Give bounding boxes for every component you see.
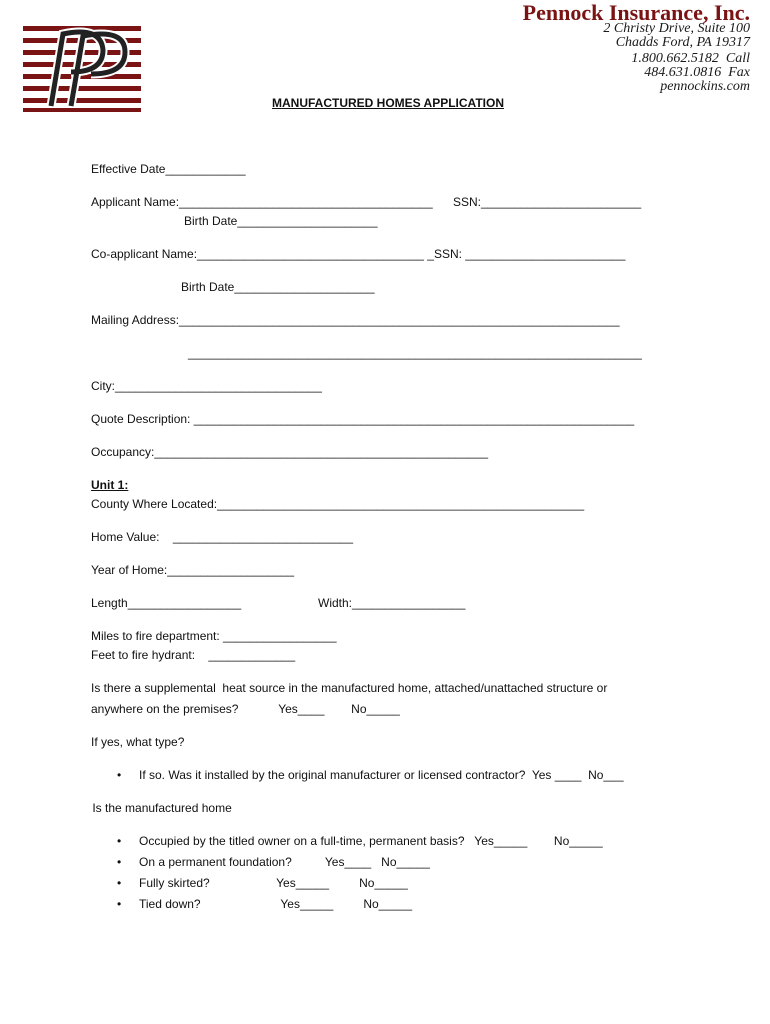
applicant-name-field[interactable]: Applicant Name:______________________________________ [91, 195, 433, 209]
mailing-address-field[interactable]: Mailing Address:__________________________________________________________________ [91, 313, 620, 327]
home-value-field[interactable]: Home Value: ___________________________ [91, 530, 354, 544]
bullet-icon: • [117, 834, 122, 848]
year-of-home-field[interactable]: Year of Home:___________________ [91, 563, 295, 577]
company-phone: 1.800.662.5182 Call [631, 51, 750, 66]
quote-description-field[interactable]: Quote Description: __________________________________________________________________ [91, 412, 635, 426]
mailing-address-line2-field[interactable]: ____________________________________________________________________ [188, 346, 642, 360]
bullet-icon: • [117, 855, 122, 869]
bullet-icon: • [117, 768, 122, 782]
bullet-icon: • [117, 876, 122, 890]
company-fax: 484.631.0816 Fax [644, 65, 750, 80]
unit-heading: Unit 1: [91, 478, 129, 492]
heat-source-answer[interactable]: anywhere on the premises? Yes____ No_____ [91, 702, 400, 716]
company-address-line1: 2 Christy Drive, Suite 100 [603, 21, 750, 36]
feet-to-fire-hydrant-field[interactable]: Feet to fire hydrant: _____________ [91, 648, 296, 662]
width-field[interactable]: Width:_________________ [318, 596, 466, 610]
skirted-question[interactable]: Fully skirted? Yes_____ No_____ [139, 876, 408, 890]
occupied-question[interactable]: Occupied by the titled owner on a full-time, permanent basis? Yes_____ No_____ [139, 834, 603, 848]
length-field[interactable]: Length_________________ [91, 596, 242, 610]
company-address-line2: Chadds Ford, PA 19317 [615, 35, 750, 50]
company-website: pennockins.com [660, 79, 750, 94]
applicant-ssn-field[interactable]: SSN:________________________ [453, 195, 642, 209]
page-title: MANUFACTURED HOMES APPLICATION [272, 96, 504, 110]
company-logo [12, 4, 136, 96]
coapplicant-name-ssn-field[interactable]: Co-applicant Name:__________________________________ _SSN: ________________________ [91, 247, 626, 261]
if-yes-type-field[interactable]: If yes, what type? [91, 735, 185, 749]
effective-date-field[interactable]: Effective Date____________ [91, 162, 246, 176]
county-field[interactable]: County Where Located:_______________________________________________________ [91, 497, 585, 511]
is-home-heading: Is the manufactured home [89, 801, 232, 815]
foundation-question[interactable]: On a permanent foundation? Yes____ No_____ [139, 855, 430, 869]
installed-by-question[interactable]: If so. Was it installed by the original manufacturer or licensed contractor? Yes ____ No___ [139, 768, 624, 782]
coapplicant-birth-date-field[interactable]: Birth Date_____________________ [181, 280, 375, 294]
heat-source-question: Is there a supplemental heat source in the manufactured home, attached/unattached structure or [91, 681, 608, 695]
city-field[interactable]: City:_______________________________ [91, 379, 322, 393]
tied-down-question[interactable]: Tied down? Yes_____ No_____ [139, 897, 413, 911]
occupancy-field[interactable]: Occupancy:__________________________________________________ [91, 445, 489, 459]
bullet-icon: • [117, 897, 122, 911]
applicant-birth-date-field[interactable]: Birth Date_____________________ [184, 214, 378, 228]
company-name: Pennock Insurance, Inc. [522, 0, 750, 25]
miles-to-fire-department-field[interactable]: Miles to fire department: _________________ [91, 629, 337, 643]
